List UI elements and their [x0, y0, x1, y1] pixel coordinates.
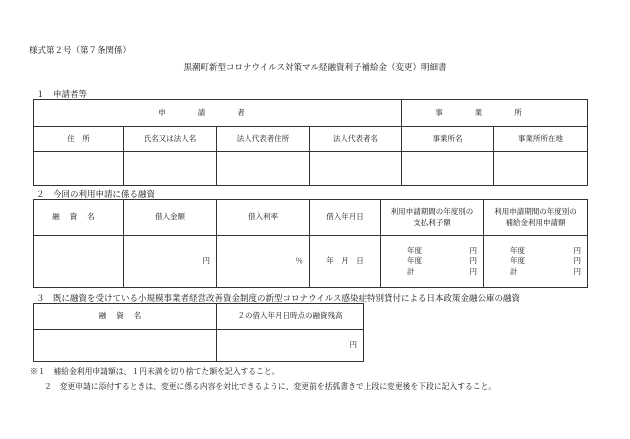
- date-placeholder: 年 月 日: [326, 256, 364, 266]
- unit-yen: 円: [573, 246, 581, 256]
- col-address: 住 所: [34, 127, 124, 152]
- section2-heading: ２ 今回の利用申請に係る融資: [36, 190, 156, 200]
- cell-office-name[interactable]: [402, 152, 494, 186]
- year-label: 年度: [407, 246, 422, 256]
- col-amount: 借入金額: [124, 200, 217, 236]
- total-label: 計: [407, 266, 415, 276]
- year-label: 年度: [510, 246, 525, 256]
- col-rep-address: 法人代表者住所: [217, 127, 310, 152]
- col-office-address: 事業所所在地: [494, 127, 588, 152]
- cell-name[interactable]: [124, 152, 217, 186]
- unit-percent: ％: [295, 256, 303, 266]
- col-interest-paid: 利用申請期間の年度別の支払利子額: [381, 200, 484, 236]
- cell-address[interactable]: [34, 152, 124, 186]
- year-label: 年度: [510, 256, 525, 266]
- cell-loan-name[interactable]: [34, 236, 124, 288]
- cell-rep-address[interactable]: [217, 152, 310, 186]
- total-label: 計: [510, 266, 518, 276]
- col-rep-name: 法人代表者名: [310, 127, 402, 152]
- unit-yen: 円: [349, 340, 357, 350]
- col-date: 借入年月日: [310, 200, 381, 236]
- cell-date[interactable]: [310, 236, 381, 288]
- cell-subsidy-request[interactable]: [484, 236, 588, 288]
- unit-yen: 円: [469, 256, 477, 266]
- unit-yen: 円: [573, 256, 581, 266]
- cell-balance[interactable]: [217, 330, 364, 362]
- cell-office-address[interactable]: [494, 152, 588, 186]
- section3-heading: ３ 既に融資を受けている小規模事業者経営改善資金制度の新型コロナウイルス感染症特別貸付による日本政策金融公庫の融資: [36, 294, 520, 304]
- cell-rate[interactable]: [217, 236, 310, 288]
- unit-yen: 円: [202, 256, 210, 266]
- unit-yen: 円: [573, 266, 581, 276]
- cell-interest-paid[interactable]: [381, 236, 484, 288]
- col-existing-loan-name: 融資名: [34, 304, 217, 330]
- existing-loan-table: [33, 303, 364, 362]
- unit-yen: 円: [469, 246, 477, 256]
- document-title: 黒潮町新型コロナウイルス対策マル経融資利子補給金（変更）明細書: [183, 63, 447, 73]
- col-rate: 借入利率: [217, 200, 310, 236]
- header-business: 事業所: [402, 100, 588, 127]
- col-office-name: 事業所名: [402, 127, 494, 152]
- col-balance: ２の借入年月日時点の融資残高: [217, 304, 364, 330]
- section1-heading: １ 申請者等: [36, 90, 88, 100]
- col-name: 氏名又は法人名: [124, 127, 217, 152]
- cell-amount[interactable]: [124, 236, 217, 288]
- col-loan-name: 融資名: [34, 200, 124, 236]
- year-label: 年度: [407, 256, 422, 266]
- loan-table: [33, 199, 588, 288]
- applicant-table: [33, 99, 588, 186]
- col-subsidy-request: 利用申請期間の年度別の補給金利用申請額: [484, 200, 588, 236]
- note-1: ※１ 補給金利用申請額は、１円未満を切り捨てた額を記入すること。: [30, 367, 280, 376]
- note-2: ２ 変更申請に添付するときは、変更に係る内容を対比できるように、変更前を括弧書きで上段に変更後を下段に記入すること。: [44, 382, 497, 391]
- cell-existing-loan-name[interactable]: [34, 330, 217, 362]
- header-applicant: 申請者: [34, 100, 402, 127]
- unit-yen: 円: [469, 266, 477, 276]
- form-number: 様式第２号（第７条関係）: [29, 46, 132, 56]
- cell-rep-name[interactable]: [310, 152, 402, 186]
